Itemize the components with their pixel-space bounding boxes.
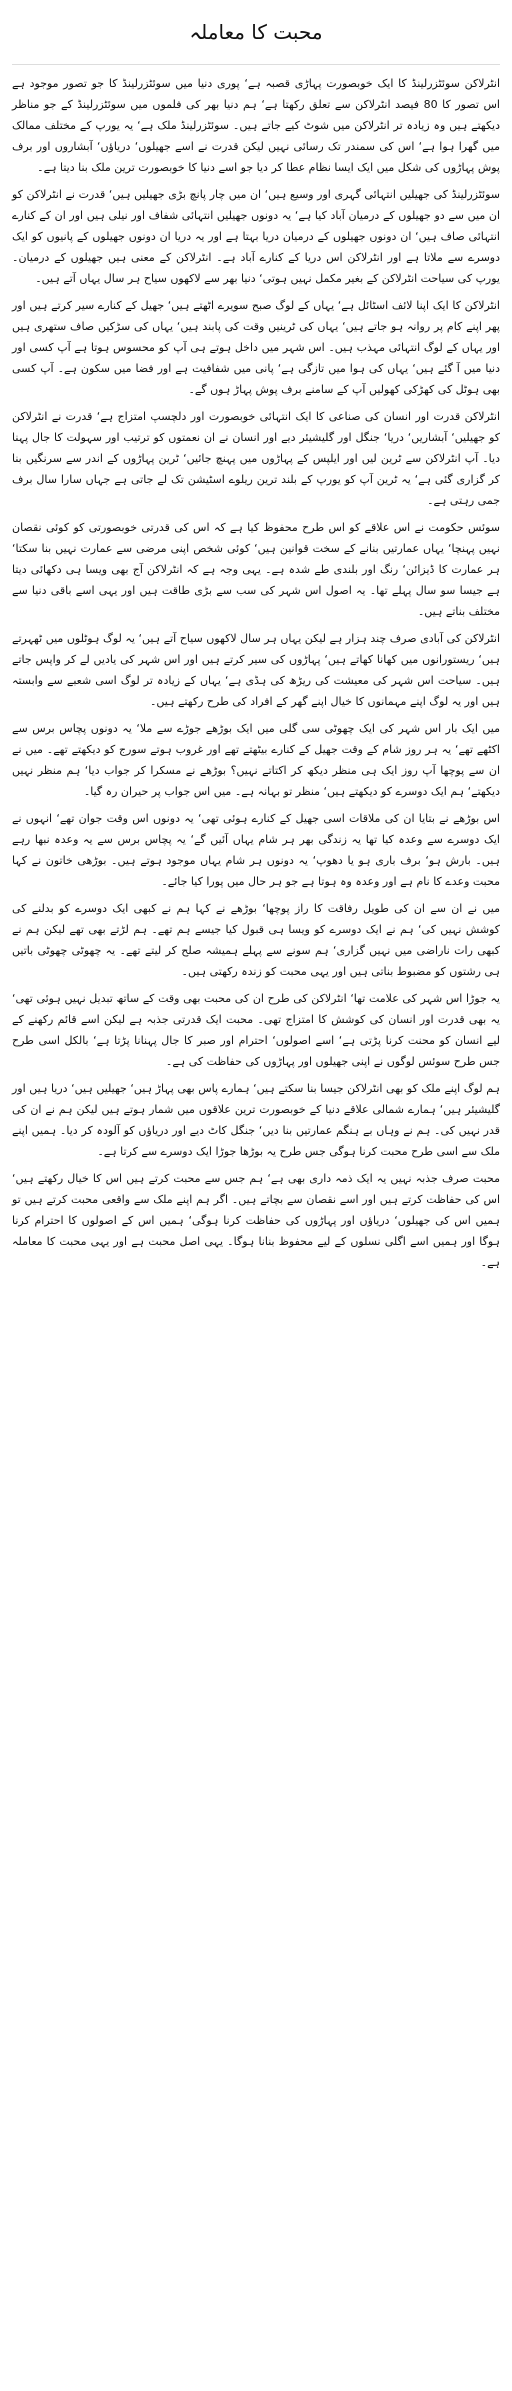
article-paragraph: یہ جوڑا اس شہر کی علامت تھا‘ انٹرلاکن کی طرح ان کی محبت بھی وقت کے ساتھ تبدیل نہیں ہوئی تھی‘ یہ بھی قدرت اور انسان کی کوشش کا امتزاج تھی۔ محبت ایک قدرتی جذبہ ہے لیکن اسے قائم رکھنے کے لیے انسان کو محنت کرنا پڑتی ہے‘ اسے اصولوں‘ احترام اور صبر کا جال پہنانا پڑتا ہے‘ بالکل اسی طرح جس طرح سوئس لوگوں نے اپنی جھیلوں اور پہاڑوں کی حفاظت کی ہے۔ — [12, 992, 500, 1068]
article-paragraph: سوئس حکومت نے اس علاقے کو اس طرح محفوظ کیا ہے کہ اس کی قدرتی خوبصورتی کو کوئی نقصان نہیں پہنچا‘ یہاں عمارتیں بنانے کے سخت قوانین ہیں‘ کوئی شخص اپنی مرضی سے عمارت نہیں بنا سکتا‘ ہر عمارت کا ڈیزائن‘ رنگ اور بلندی طے شدہ ہے۔ یہی وجہ ہے کہ انٹرلاکن آج بھی ویسا ہی دکھائی دیتا ہے جیسا سو سال پہلے تھا۔ یہ اصول اس شہر کی سب سے بڑی طاقت ہیں اور یہی اسے باقی دنیا سے مختلف بناتے ہیں۔ — [12, 521, 500, 618]
article-paragraph: انٹرلاکن کی آبادی صرف چند ہزار ہے لیکن یہاں ہر سال لاکھوں سیاح آتے ہیں‘ یہ لوگ ہوٹلوں میں ٹھہرتے ہیں‘ ریستورانوں میں کھانا کھاتے ہیں‘ پہاڑوں کی سیر کرتے ہیں اور اس شہر کی یادیں لے کر واپس جاتے ہیں۔ سیاحت اس شہر کی معیشت کی ریڑھ کی ہڈی ہے‘ یہاں کے زیادہ تر لوگ اسی شعبے سے وابستہ ہیں اور یہ لوگ اپنے مہمانوں کا خیال اپنے گھر کے افراد کی طرح رکھتے ہیں۔ — [12, 632, 500, 708]
article-paragraph: میں ایک بار اس شہر کی ایک چھوٹی سی گلی میں ایک بوڑھے جوڑے سے ملا‘ یہ دونوں پچاس برس سے اکٹھے تھے‘ یہ ہر روز شام کے وقت جھیل کے کنارے بیٹھتے تھے اور غروب ہوتے سورج کو دیکھتے تھے۔ میں نے ان سے پوچھا آپ روز ایک ہی منظر دیکھ کر اکتاتے نہیں؟ بوڑھے نے مسکرا کر جواب دیا‘ ہم منظر نہیں دیکھتے‘ ہم ایک دوسرے کو دیکھتے ہیں‘ منظر تو بہانہ ہے۔ میں اس جواب پر حیران رہ گیا۔ — [12, 722, 500, 798]
article-title: محبت کا معاملہ — [189, 20, 323, 44]
title-divider — [12, 64, 500, 65]
article-paragraph: انٹرلاکن قدرت اور انسان کی صناعی کا ایک انتہائی خوبصورت اور دلچسپ امتزاج ہے‘ قدرت نے انٹرلاکن کو جھیلیں‘ آبشاریں‘ دریا‘ جنگل اور گلیشیئر دیے اور انسان نے ان نعمتوں کو ترتیب اور سہولت کا جال پہنا دیا۔ آپ انٹرلاکن سے ٹرین لیں اور ایلپس کے پہاڑوں میں پہنچ جائیں‘ ٹرین پہاڑوں کے اندر سے سرنگیں بنا کر گزاری گئی ہے‘ یہ ٹرین آپ کو یورپ کے بلند ترین ریلوے اسٹیشن تک لے جاتی ہے جہاں سارا سال برف جمی رہتی ہے۔ — [12, 410, 500, 507]
article-body — [12, 73, 500, 1273]
article-paragraph: ہم لوگ اپنے ملک کو بھی انٹرلاکن جیسا بنا سکتے ہیں‘ ہمارے پاس بھی پہاڑ ہیں‘ جھیلیں ہیں‘ دریا ہیں اور گلیشیئر ہیں‘ ہمارے شمالی علاقے دنیا کے خوبصورت ترین علاقوں میں شمار ہوتے ہیں لیکن ہم نے ان کی قدر نہیں کی۔ ہم نے وہاں بے ہنگم عمارتیں بنا دیں‘ جنگل کاٹ دیے اور دریاؤں کو آلودہ کر دیا۔ ہمیں اپنے ملک سے اسی طرح محبت کرنا ہوگی جس طرح یہ بوڑھا جوڑا ایک دوسرے سے کرتا ہے۔ — [12, 1082, 500, 1158]
article-paragraph: اس بوڑھے نے بتایا ان کی ملاقات اسی جھیل کے کنارے ہوئی تھی‘ یہ دونوں اس وقت جوان تھے‘ انہوں نے ایک دوسرے سے وعدہ کیا تھا یہ زندگی بھر ہر شام یہاں آئیں گے‘ یہ پچاس برس سے یہ وعدہ نبھا رہے ہیں۔ بارش ہو‘ برف باری ہو یا دھوپ‘ یہ دونوں ہر شام یہاں موجود ہوتے ہیں۔ بوڑھی خاتون نے کہا محبت وعدے کا نام ہے اور وعدہ وہ ہوتا ہے جو ہر حال میں پورا کیا جائے۔ — [12, 812, 500, 888]
article-paragraph: محبت صرف جذبہ نہیں یہ ایک ذمہ داری بھی ہے‘ ہم جس سے محبت کرتے ہیں اس کا خیال رکھتے ہیں‘ اس کی حفاظت کرتے ہیں اور اسے نقصان سے بچاتے ہیں۔ اگر ہم اپنے ملک سے واقعی محبت کرتے ہیں تو ہمیں اس کی جھیلوں‘ دریاؤں اور پہاڑوں کی حفاظت کرنا ہوگی‘ ہمیں اس کے اصولوں کا احترام کرنا ہوگا اور ہمیں اسے اگلی نسلوں کے لیے محفوظ بنانا ہوگا۔ یہی اصل محبت ہے اور یہی محبت کا معاملہ ہے۔ — [12, 1172, 500, 1269]
article-paragraph: انٹرلاکن کا ایک اپنا لائف اسٹائل ہے‘ یہاں کے لوگ صبح سویرے اٹھتے ہیں‘ جھیل کے کنارے سیر کرتے ہیں اور پھر اپنے کام پر روانہ ہو جاتے ہیں‘ یہاں کی ٹرینیں وقت کی پابند ہیں‘ یہاں کی سڑکیں صاف ستھری ہیں اور یہاں کے لوگ انتہائی مہذب ہیں۔ اس شہر میں داخل ہوتے ہی آپ کو محسوس ہوتا ہے آپ کسی اور دنیا میں آ گئے ہیں‘ یہاں کی ہوا میں تازگی ہے‘ پانی میں شفافیت ہے اور فضا میں سکون ہے۔ آپ کسی بھی ہوٹل کی کھڑکی کھولیں آپ کے سامنے برف پوش پہاڑ ہوں گے۔ — [12, 299, 500, 396]
article-paragraph: انٹرلاکن سوئٹزرلینڈ کا ایک خوبصورت پہاڑی قصبہ ہے‘ پوری دنیا میں سوئٹزرلینڈ کا جو تصور موجود ہے اس تصور کا 80 فیصد انٹرلاکن سے تعلق رکھتا ہے‘ ہم دنیا بھر کی فلموں میں سوئٹزرلینڈ کے جو مناظر دیکھتے ہیں وہ زیادہ تر انٹرلاکن میں شوٹ کیے جاتے ہیں۔ سوئٹزرلینڈ ملک ہے‘ یہ یورپ کے مختلف ممالک میں گھرا ہوا ہے‘ اس کی سمندر تک رسائی نہیں لیکن قدرت نے اسے جھیلوں‘ دریاؤں‘ آبشاروں اور برف پوش پہاڑوں کی شکل میں ایک ایسا نظام عطا کر دیا جو اسے دنیا کا خوبصورت ترین ملک بنا دیتا ہے۔ — [12, 77, 500, 174]
article-paragraph: میں نے ان سے ان کی طویل رفاقت کا راز پوچھا‘ بوڑھے نے کہا ہم نے کبھی ایک دوسرے کو بدلنے کی کوشش نہیں کی‘ ہم نے ایک دوسرے کو ویسا ہی قبول کیا جیسے ہم تھے۔ ہم لڑتے بھی تھے لیکن ہم نے کبھی رات ناراضی میں نہیں گزاری‘ ہم سونے سے پہلے ہمیشہ صلح کر لیتے تھے۔ یہ چھوٹی چھوٹی باتیں ہی رشتوں کو مضبوط بناتی ہیں اور یہی محبت کو زندہ رکھتی ہیں۔ — [12, 902, 500, 978]
article-paragraph: سوئٹزرلینڈ کی جھیلیں انتہائی گہری اور وسیع ہیں‘ ان میں چار پانچ بڑی جھیلیں ہیں‘ قدرت نے انٹرلاکن کو ان میں سے دو جھیلوں کے درمیان آباد کیا ہے‘ یہ دونوں جھیلیں انتہائی شفاف اور نیلی ہیں اور ان کے کنارے انتہائی صاف ہیں‘ ان دونوں جھیلوں کے درمیان دریا بہتا ہے اور یہ دریا ان دونوں جھیلوں کے پانیوں کو ایک دوسرے سے ملاتا ہے اور انٹرلاکن اس دریا کے کنارے آباد ہے۔ انٹرلاکن کے معنی ہیں جھیلوں کے درمیان۔ یورپ کی سیاحت انٹرلاکن کے بغیر مکمل نہیں ہوتی‘ دنیا بھر سے لاکھوں سیاح ہر سال یہاں آتے ہیں۔ — [12, 188, 500, 285]
